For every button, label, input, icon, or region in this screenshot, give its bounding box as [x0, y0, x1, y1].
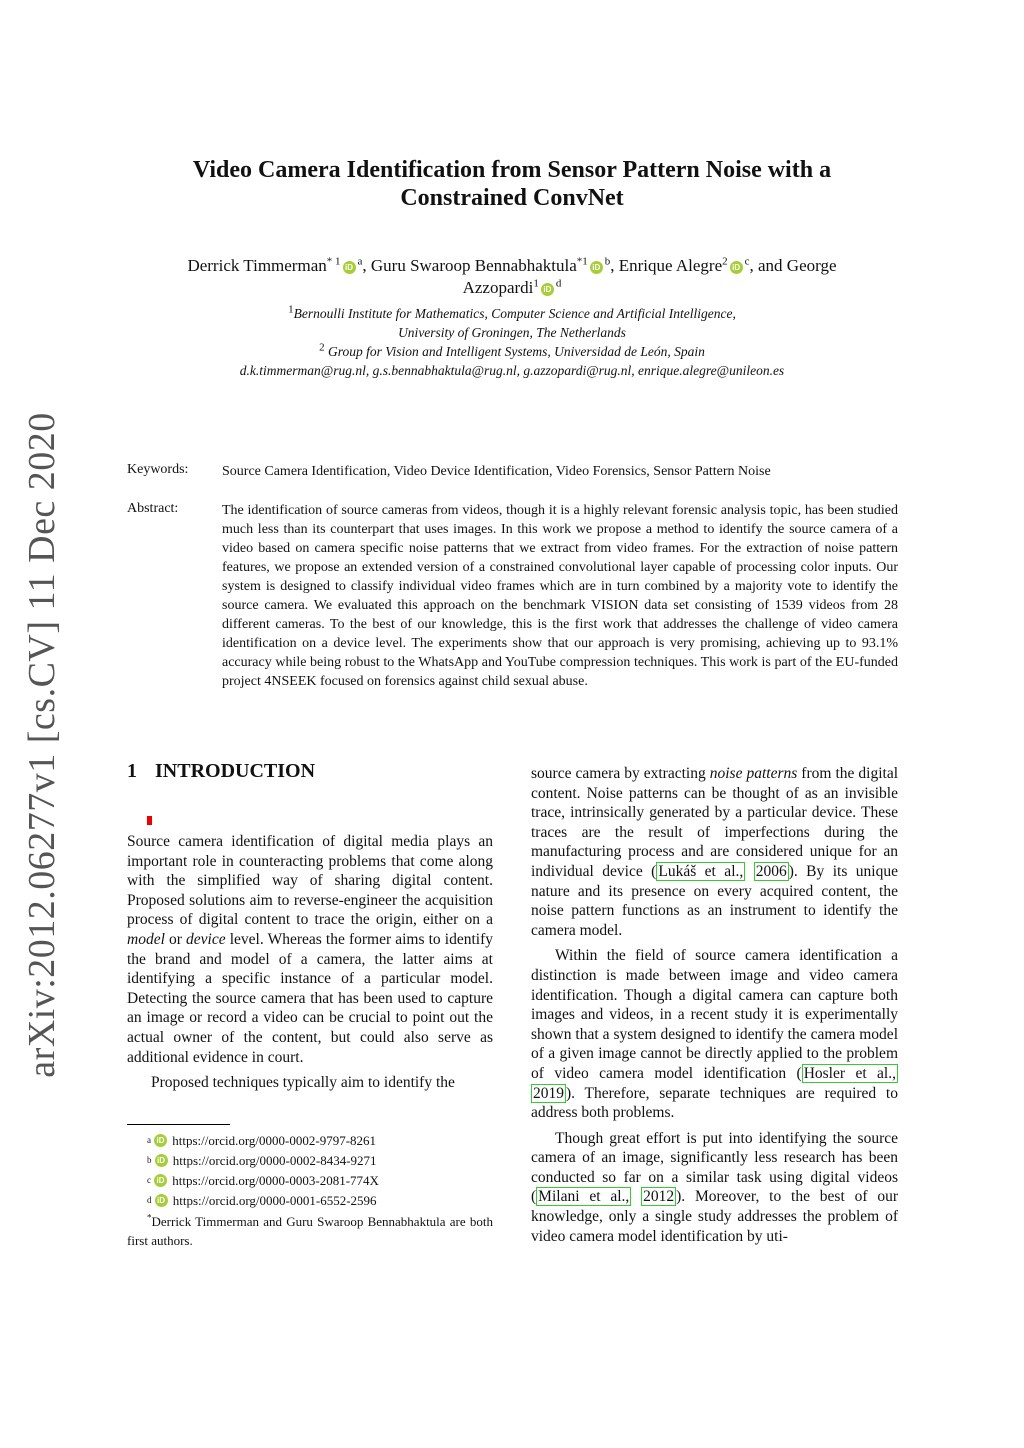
author-bennabhaktula: , Guru Swaroop Bennabhaktula	[362, 256, 577, 275]
author-line-2: Azzopardi$^1$ iD $^d$	[462, 277, 562, 297]
footnote-rule	[127, 1124, 230, 1125]
citation-link[interactable]: 2006	[755, 862, 787, 880]
orcid-link-a[interactable]: https://orcid.org/0000-0002-9797-8261	[172, 1132, 377, 1148]
orcid-icon: iD	[155, 1154, 168, 1167]
orcid-icon[interactable]: iD	[730, 261, 743, 274]
intro-paragraph-5: Though great effort is put into identifying the source camera of an image, significantly less research has been conducted so far on a similar task using digital videos ( Milani et al., 2012 ). Moreover, to the best of our knowledge, only a single study addresses the problem of video camera model identification by uti-	[531, 1129, 898, 1245]
title-line-1: Video Camera Identification from Sensor Pattern Noise with a	[192, 157, 832, 183]
section-title: INTRODUCTION	[155, 760, 316, 782]
left-column	[127, 832, 493, 1093]
author-alegre: , Enrique Alegre	[610, 256, 723, 275]
footnote-a: a iD https://orcid.org/0000-0002-9797-8261	[147, 1132, 377, 1148]
citation-link[interactable]: Lukáš et al.,	[658, 862, 744, 880]
author-azzopardi: Azzopardi	[462, 278, 534, 297]
citation-link[interactable]: Milani et al.,	[538, 1188, 630, 1206]
affiliation-1-cont: University of Groningen, The Netherlands	[398, 325, 626, 340]
paper-title	[120, 156, 904, 212]
keywords-text: Source Camera Identification, Video Device Identification, Video Forensics, Sensor Pattern Noise	[222, 464, 771, 479]
author-timmerman: Derrick Timmerman	[187, 256, 327, 275]
orcid-icon[interactable]: iD	[541, 283, 554, 296]
abstract-text: The identification of source cameras from videos, though it is a highly relevant forensic analysis topic, has been studied much less than its counterpart that uses images. In this work we propose a method to identify the source camera of a video based on camera specific noise patterns that we extract from video frames. For the extraction of noise pattern features, we propose an extended version of a constrained convolutional layer capable of processing color inputs. Our system is designed to classify individual video frames which are in turn combined by a majority vote to identify the source camera. We evaluated this approach on the benchmark VISION data set consisting of 1539 videos from 28 different cameras. To the best of our knowledge, this is the first work that addresses the challenge of video camera identification on a device level. The experiments show that our approach is very promising, achieving up to 93.1% accuracy while being robust to the WhatsApp and YouTube compression techniques. This work is part of the EU-funded project 4NSEEK focused on forensics against child sexual abuse.	[222, 503, 898, 689]
intro-paragraph-3: source camera by extracting noise patterns from the digital content. Noise patterns can be thought of as an invisible trace, intrinsically generated by a particular device. These traces are the result of imperfections during the manufacturing process and are considered unique for an individual device ( Lukáš et al., 2006 ). By its unique nature and its presence on every acquired content, the noise pattern functions as an instrument to identify the camera model.	[531, 765, 898, 939]
author-list	[120, 255, 904, 299]
affiliation-2: $^2$ Group for Vision and Intelligent Systems, Universidad de León, Spain	[319, 341, 705, 359]
footnote-b: b iD https://orcid.org/0000-0002-8434-9271	[147, 1152, 377, 1168]
orcid-link-b[interactable]: https://orcid.org/0000-0002-8434-9271	[172, 1152, 377, 1168]
right-column	[531, 764, 898, 1246]
section-heading	[127, 760, 315, 783]
section-number: 1	[127, 760, 137, 782]
orcid-link-c[interactable]: https://orcid.org/0000-0003-2081-774X	[172, 1172, 379, 1188]
footnote-c: c iD https://orcid.org/0000-0003-2081-774X	[147, 1172, 379, 1188]
citation-link[interactable]: Hosler et al.,	[803, 1064, 896, 1082]
footnotes	[127, 1130, 493, 1250]
citation-link[interactable]: 2012	[643, 1188, 675, 1206]
affiliations	[120, 304, 904, 380]
orcid-icon: iD	[154, 1134, 167, 1147]
abstract-label: Abstract:	[127, 501, 179, 516]
orcid-icon: iD	[155, 1194, 168, 1207]
keywords-label: Keywords:	[127, 462, 189, 477]
orcid-link-d[interactable]: https://orcid.org/0000-0001-6552-2596	[172, 1192, 377, 1208]
orcid-icon: iD	[154, 1174, 167, 1187]
citation-link[interactable]: 2019	[533, 1084, 564, 1102]
footnote-star: *Derrick Timmerman and Guru Swaroop Bennabhaktula are both first authors.	[127, 1212, 493, 1248]
arxiv-sidebar-stamp: arXiv:2012.06277v1 [cs.CV] 11 Dec 2020	[21, 412, 63, 1078]
intro-paragraph-2: Proposed techniques typically aim to identify the	[151, 1074, 455, 1092]
orcid-icon[interactable]: iD	[343, 261, 356, 274]
author-emails: d.k.timmerman@rug.nl, g.s.bennabhaktula@rug.nl, g.azzopardi@rug.nl, enrique.alegre@unileon.es	[239, 363, 785, 378]
author-line-1: Derrick Timmerman$^{* 1}$ iD $^a$, Guru Swaroop Bennabhaktula$^{*1}$ iD $^b$, Enrique Alegre$^2$ iD $^c$, and George	[187, 255, 837, 275]
annotation-marker-icon[interactable]	[147, 816, 152, 825]
author-conjunction: , and George	[749, 256, 837, 275]
intro-paragraph-4: Within the field of source camera identification a distinction is made between image and video camera identification. Though a digital camera can capture both images and videos, in a recent study it is experimentally shown that a system designed to identify the camera model of a given image cannot be directly applied to the problem of video camera model identification ( Hosler et al., 2019 ). Therefore, separate techniques are required to address both problems.	[531, 947, 898, 1122]
title-line-2: Constrained ConvNet	[400, 185, 624, 211]
footnote-d: d iD https://orcid.org/0000-0001-6552-2596	[147, 1192, 377, 1208]
intro-paragraph-1: Source camera identification of digital media plays an important role in counteracting problems that come along with the simplified way of sharing digital content. Proposed solutions aim to reverse-engineer the acquisition process of digital content to trace the origin, either on a model or device level. Whereas the former aims to identify the brand and model of a camera, the latter aims at identifying a specific instance of a particular model. Detecting the source camera that has been used to capture an image or record a video can be crucial to point out the actual owner of the content, but could also serve as additional evidence in court.	[127, 833, 494, 1066]
orcid-icon[interactable]: iD	[590, 261, 603, 274]
affiliation-1: $^1$Bernoulli Institute for Mathematics, Computer Science and Artificial Intelligence,	[288, 303, 736, 321]
